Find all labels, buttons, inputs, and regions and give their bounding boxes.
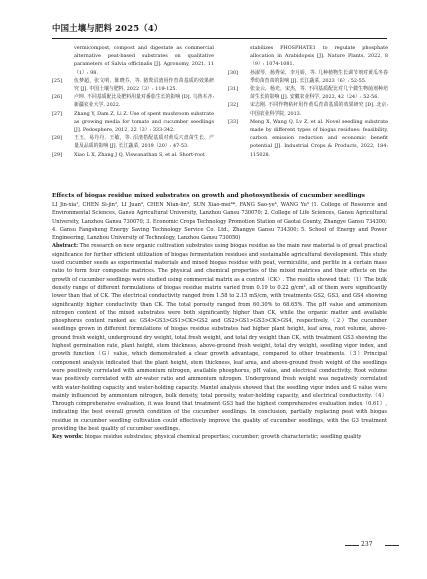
footer-rule-right [385, 545, 399, 546]
keywords-text: biogas residue substrates; physical chemical properties; cucumber; growth characteristic; seedling quality [84, 434, 362, 441]
reference-column-right [228, 44, 388, 159]
reference-item: [26] 卢坤. 不同基质配比及肥料用量对番茄生长的影响 [D]. 乌鲁木齐: 新疆农业大学, 2022. [52, 94, 214, 109]
reference-column-left [52, 44, 214, 159]
reference-list [52, 44, 387, 214]
reference-item: [32] 宋志刚. 不同作物秸秆用作黄瓜育苗基质的效果研究 [D]. 北京: 中国农业科学院, 2013. [228, 102, 388, 117]
page-number: 237 [361, 541, 373, 548]
header-divider [52, 38, 387, 39]
keywords-label: Key words: [52, 434, 84, 441]
footer-rule-left [345, 545, 359, 546]
reference-item: [27] Zhang Y, Dam Z, Li Z. Use of spent mushroom substrate as growing media for tomato and cucumber seedlings [J]. Pedosphere, 2012, 22（3）: 333-342. [52, 110, 214, 134]
abstract-text: The research on new organic cultivation substrates using biogas residue as the main raw material is of great practical significance for further efficient utilization of biogas fermentation residues and sustainable agricultural development. This study used cucumber seeds as experimental materials and mixed biogas residue with peat, vermiculite, and perlite in a certain mass ratio to form four composite matrices. The physical and chemical properties of the mixed matrices and their effects on the growth of cucumber seedlings were studied using commercial matrix as a control（CK）. The results showed that:（1）The bulk density range of different formulations of biogas residue matrix varied from 0.19 to 0.22 g/cm³, all of them were significantly lower than that of CK. The electrical conductivity ranged from 1.58 to 2.15 mS/cm, with treatments GS2, GS3, and GS4 showing significantly higher conductivity than CK. The total porosity ranged from 60.30% to 68.65%. The pH value and ammonium nitrogen content of the mixed substrates were both significantly higher than CK, while the organic matter and available phosphorus content ranked as: GS4>GS3>GS1>CK>GS2 and GS2>GS1>GS3>CK>GS4, respectively.（2）The cucumber seedlings grown in different formulations of biogas residue substrates had higher plant height, leaf area, root volume, above-ground fresh weight, underground dry weight, total fresh weight, and total dry weight than CK, with treatment GS3 showing the highest germination rate, plant height, stem thickness, above-ground fresh weight, total dry weight, seedling vigor index, and growth function（G）value, which demonstrated a clear growth advantage, compared to other treatments.（3）Principal component analysis indicated that the plant height, stem thickness, leaf area, and above-ground fresh weight of the seedlings were positively correlated with ammonium nitrogen, available phosphorus, pH value, and electrical conductivity. Root volume was positively correlated with air-water ratio and ammonium nitrogen. Underground fresh weight was negatively correlated with water-holding capacity and water-holding capacity. Mantel analysis showed that the seedling vigor index and G value were mainly influenced by ammonium nitrogen, bulk density, total porosity, water-holding capacity, and electrical conductivity.（4）Through comprehensive evaluation, it was found that treatment GS3 had the highest comprehensive evaluation index（0.61）, indicating the best overall growth condition of the cucumber seedlings. In conclusion, partially replacing peat with biogas residue in cucumber seedling cultivation could effectively improve the quality of cucumber seedlings, with the G3 treatment providing the best quality of cucumber seedlings. [52, 243, 387, 433]
keywords [52, 433, 387, 441]
reference-item: [30] 孙淑琴，杨秀荣，李月娇，等. 几种植物生长调节剂对黄瓜冬春季幼苗育苗的影响 [J]. 长江蔬菜, 2023（6）: 52-55. [228, 69, 388, 84]
reference-item: [31] 张金云，杨光，宋杰，等. 不同基质配比对几个微生物菌剂种培苗生长的影响 [J]. 安徽农业科学, 2022, 42（24）: 52-56. [228, 86, 388, 101]
reference-item: [25] 伍梦超，张文明，陈晓芬，等. 猪粪沼渣用作育苗基质的效果研究 [J]. 中国土壤与肥料, 2022（3）: 119-125. [52, 77, 214, 93]
journal-title: 中国土壤与肥料 2025（4） [52, 23, 163, 33]
reference-item: [33] Meng X, Wang Q, Lv Z, et al. Novel seedling substrate made by different types of biogas residues: feasibility, carbon emission reduction and economic benefit potential [J]. Industrial Crops & Products, 2022, 184: 115028. [228, 118, 388, 158]
author-affiliations: LI Jin-xia¹, CHEN Si-jin², LI Juan³, CHEN Nian-lin³, SUN Xiao-mei⁴*, FANG Sao-ye⁴, WANG Yu⁵ (1. College of Resource and Environmental Sciences, Gansu Agricultural University, Lanzhou Gansu 730070; 2. College of Life Sciences, Gansu Agricultural University, Lanzhou Gansu 730070; 3. Economic Crops Technology Promotion Station of Gaotai County, Zhangye Gansu 734300; 4. Gansu Fangsheng Energy Saving Technology Service Co. Ltd., Zhangye Gansu 734300; 5. School of Energy and Power Engineering, Lanzhou University of Technology, Lanzhou Gansu 730050) [52, 202, 387, 242]
abstract-body [52, 242, 387, 433]
english-abstract [52, 192, 387, 442]
reference-item: stabilizes PHOSPHATE1 to regulate phosphate allocation in Arabidopsis [J]. Nature Plants, 2022, 8（9）: 1074-1081. [250, 45, 388, 68]
reference-item: vermicompost, compost and digestate as commercial alternative peat-based substrates on qualitative parameters of Salvia officinalis [J]. Agronomy, 2021, 11（1）: 98. [74, 45, 214, 76]
abstract-label: Abstract: [52, 243, 79, 250]
reference-item: [28] 王玉，易丹丹，王敏，等. 沼渣搭配基质对黄瓜穴盘苗生长、产量及品质的影响 [J]. 长江蔬菜, 2019（20）: 47-53. [52, 135, 214, 150]
reference-item: [29] Xiao L X, Zhang J Q, Viswanathan S, et al. Short-root [52, 151, 205, 158]
running-header [52, 22, 387, 36]
abstract-title: Effects of biogas residue mixed substrates on growth and photosynthesis of cucumber seedlings [52, 193, 365, 199]
